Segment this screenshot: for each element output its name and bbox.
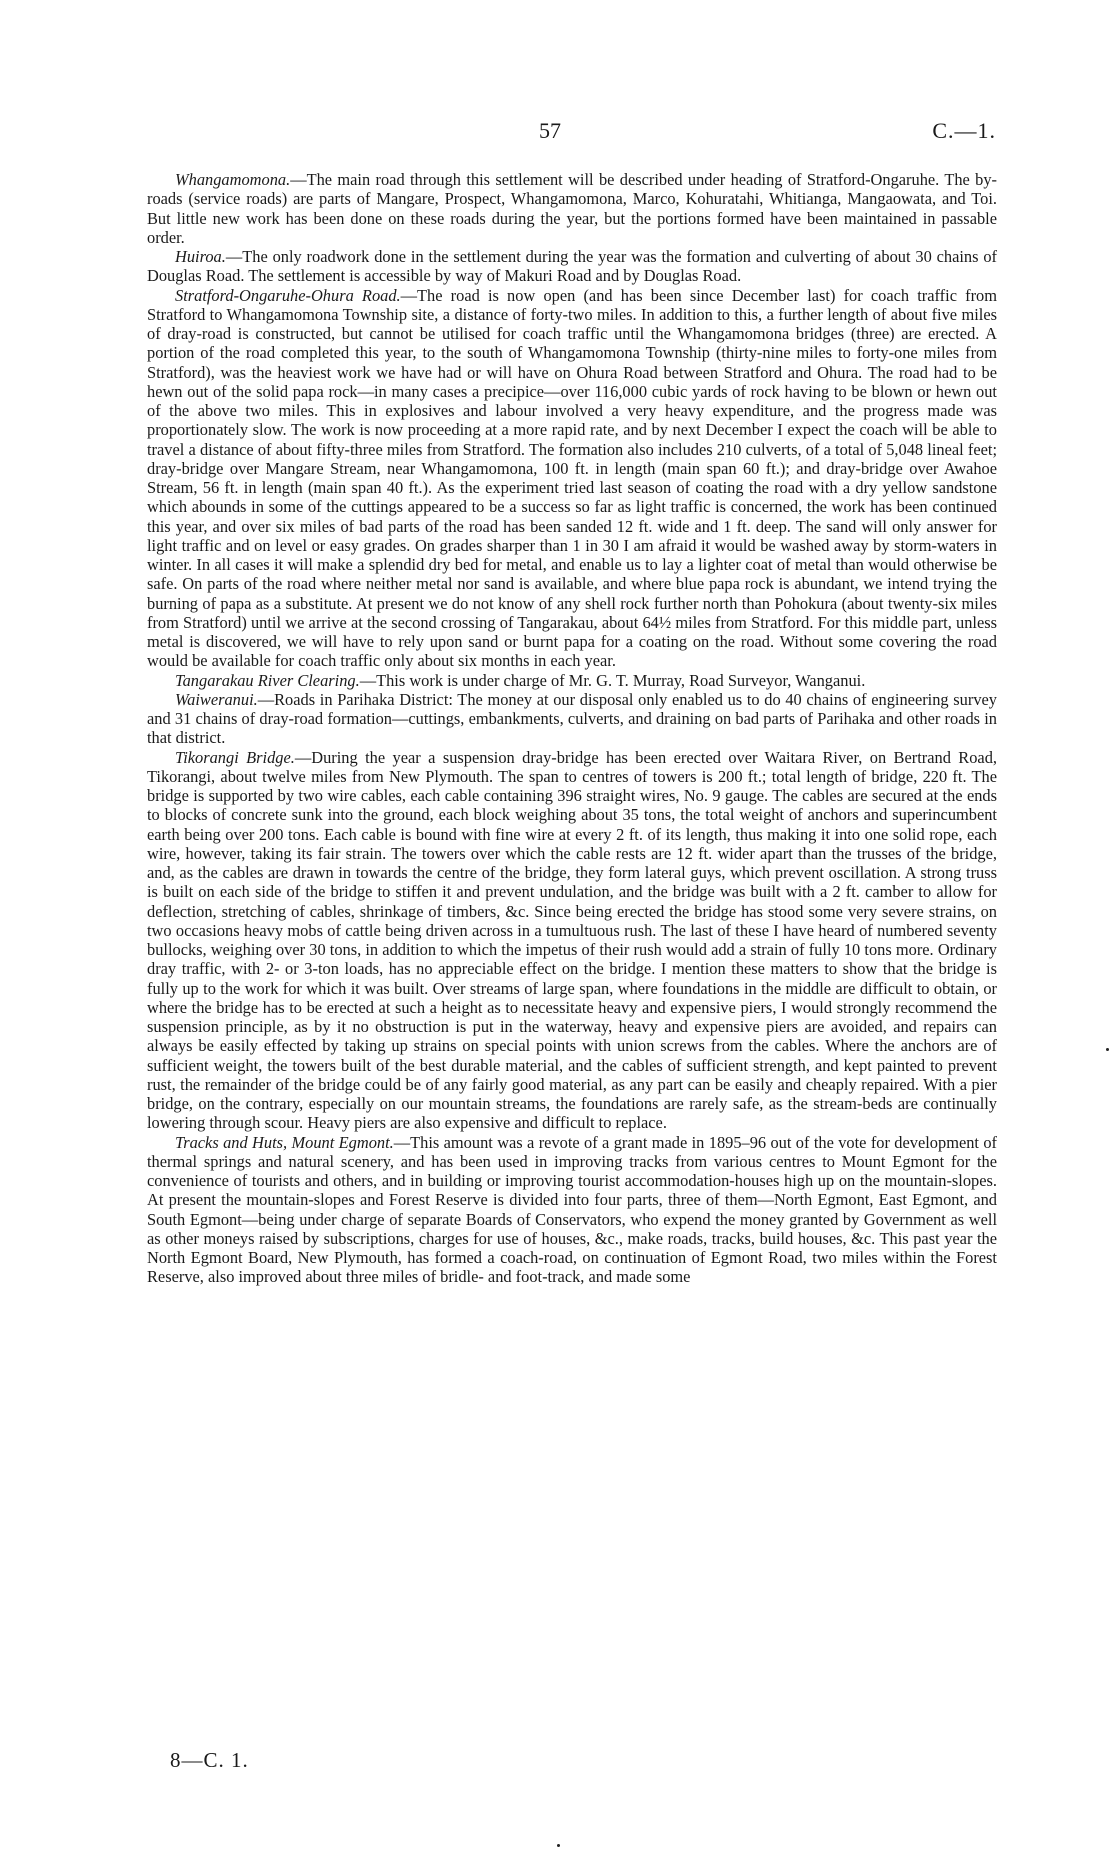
- paragraph-text: —The main road through this settlement will be described under heading of Stratford-Ongaruhe. The by-roads (service roads) are parts of Mangare, Prospect, Whangamomona, Marco, Kohuratahi, Whitianga, Mangaowata, and Toi. But little new work has been done on these roads during the year, but the portions formed have been maintained in passable order.: [147, 170, 997, 247]
- paragraph: [147, 170, 997, 247]
- paragraph-text: —The only roadwork done in the settlement during the year was the formation and culverting of about 30 chains of Douglas Road. The settlement is accessible by way of Makuri Road and by Douglas Road.: [147, 247, 997, 286]
- paragraph: [147, 671, 997, 690]
- paragraph-heading: Tracks and Huts, Mount Egmont.: [175, 1132, 394, 1152]
- paragraph-text: —This work is under charge of Mr. G. T. Murray, Road Surveyor, Wanganui.: [359, 670, 866, 690]
- paragraph-text: —The road is now open (and has been since December last) for coach traffic from Stratford to Whangamomona Township site, a distance of forty-two miles. In addition to this, a further length of about five miles of dray-road is constructed, but cannot be utilised for coach traffic until the Whangamomona bridges (three) are erected. A portion of the road completed this year, to the south of Whangamomona Township (thirty-nine miles to forty-one miles from Stratford), was the heaviest work we have had or will have on Ohura Road between Stratford and Ohura. The road had to be hewn out of the solid papa rock—in many cases a precipice—over 116,000 cubic yards of rock having to be blown or hewn out of the above two miles. This in explosives and labour involved a very heavy expenditure, and the progress made was proportionately slow. The work is now proceeding at a more rapid rate, and by next December I expect the coach will be able to travel a distance of about fifty-three miles from Stratford. The formation also includes 210 culverts, of a total of 5,048 lineal feet; dray-bridge over Mangare Stream, near Whangamomona, 100 ft. in length (main span 60 ft.); and dray-bridge over Awahoe Stream, 56 ft. in length (main span 40 ft.). As the experiment tried last season of coating the road with a dry yellow sandstone which abounds in some of the cuttings appeared to be a success so far as light traffic is concerned, the work has been continued this year, and over six miles of bad parts of the road has been sanded 12 ft. wide and 1 ft. deep. The sand will only answer for light traffic and on level or easy grades. On grades sharper than 1 in 30 I am afraid it would be washed away by storm-waters in winter. In all cases it will make a splendid dry bed for metal, and enable us to lay a lighter coat of metal than would otherwise be safe. On parts of the road where neither metal nor sand is available, and where blue papa rock is abundant, we intend trying the burning of papa as a substitute. At present we do not know of any shell rock further north than Pohokura (about twenty-six miles from Stratford) until we arrive at the second crossing of Tangarakau, about 64½ miles from Stratford. For this middle part, unless metal is discovered, we will have to rely upon sand or burnt papa for a coating on the road. Without some covering the road would be available for coach traffic only about six months in each year.: [147, 285, 997, 671]
- margin-dot-mark: [1106, 1048, 1109, 1051]
- document-reference: C.—1.: [932, 118, 996, 143]
- paragraph-text: —During the year a suspension dray-bridge has been erected over Waitara River, on Bertrand Road, Tikorangi, about twelve miles from New Plymouth. The span to centres of towers is 200 ft.; total length of bridge, 220 ft. The bridge is supported by two wire cables, each cable containing 396 straight wires, No. 9 gauge. The cables are secured at the ends to blocks of concrete sunk into the ground, each block weighing about 35 tons, the total weight of anchors and superincumbent earth being over 200 tons. Each cable is bound with fine wire at every 2 ft. of its length, thus making it into one solid rope, each wire, however, taking its fair strain. The towers over which the cable rests are 12 ft. wider apart than the trusses of the bridge, and, as the cables are drawn in towards the centre of the bridge, they form lateral guys, which prevent oscillation. A strong truss is built on each side of the bridge to stiffen it and prevent undulation, and the bridge was built with a 2 ft. camber to allow for deflection, stretching of cables, shrinkage of timbers, &c. Since being erected the bridge has stood some very severe strains, on two occasions heavy mobs of cattle being driven across in a tumultuous rush. The last of these I have heard of numbered seventy bullocks, weighing over 30 tons, in addition to which the impetus of their rush would add a strain of fully 10 tons more. Ordinary dray traffic, with 2- or 3-ton loads, has no appreciable effect on the bridge. I mention these matters to show that the bridge is fully up to the work for which it was built. Over streams of large span, where foundations in the middle are difficult to obtain, or where the bridge has to be erected at such a height as to necessitate heavy and expensive piers, I would strongly recommend the suspension principle, as by it no obstruction is put in the waterway, heavy and expensive piers are avoided, and repairs can always be easily effected by taking up strains on special points with union screws from the cables. Where the anchors are of sufficient weight, the towers built of the best durable material, and the cables of sufficient strength, and kept painted to prevent rust, the remainder of the bridge could be of any fairly good material, as any part can be easily and cheaply repaired. With a pier bridge, on the contrary, especially on our mountain streams, the foundations are rarely safe, as the stream-beds are continually lowering through scour. Heavy piers are also expensive and difficult to replace.: [147, 747, 997, 1133]
- paragraph: [147, 690, 997, 748]
- paragraph-text: —This amount was a revote of a grant made in 1895–96 out of the vote for development of thermal springs and natural scenery, and has been used in improving tracks from various centres to Mount Egmont for the convenience of tourists and others, and in building or improving tourist accommodation-houses high up on the mountain-slopes. At present the mountain-slopes and Forest Reserve is divided into four parts, three of them—North Egmont, East Egmont, and South Egmont—being under charge of separate Boards of Conservators, who expend the money granted by Government as well as other moneys raised by subscriptions, charges for use of houses, &c., make roads, tracks, build houses, &c. This past year the North Egmont Board, New Plymouth, has formed a coach-road, on continuation of Egmont Road, two miles within the Forest Reserve, also improved about three miles of bridle- and foot-track, and made some: [147, 1132, 997, 1287]
- page-number: 57: [539, 118, 561, 143]
- paragraph: [147, 1133, 997, 1287]
- paragraph: [147, 247, 997, 286]
- paragraph-heading: Huiroa.: [175, 247, 226, 266]
- paragraph-text: —Roads in Parihaka District: The money at our disposal only enabled us to do 40 chains of engineering survey and 31 chains of dray-road formation—cuttings, embankments, culverts, and draining on bad parts of Parihaka and other roads in that district.: [147, 689, 997, 748]
- paragraph-heading: Waiweranui.: [175, 689, 258, 709]
- paragraph-heading: Tangarakau River Clearing.: [175, 670, 360, 690]
- paragraph-heading: Whangamomona.: [175, 170, 291, 189]
- footer-signature: 8—C. 1.: [170, 1748, 249, 1772]
- paragraph: [147, 286, 997, 671]
- paragraph: [147, 748, 997, 1133]
- paragraph-heading: Stratford-Ongaruhe-Ohura Road.: [175, 285, 401, 305]
- paragraph-heading: Tikorangi Bridge.: [175, 747, 295, 767]
- body-text: [147, 170, 997, 1287]
- bottom-dot-mark: [557, 1844, 560, 1847]
